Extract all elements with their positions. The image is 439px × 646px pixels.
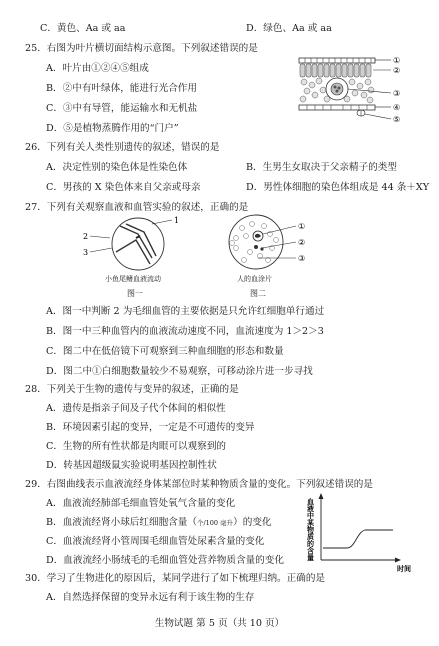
q25-stem: 25．右图为叶片横切面结构示意图。下列叙述错误的是 (25, 43, 258, 54)
leaf-label-1: ① (393, 56, 401, 65)
page-footer: 生物试题 第 5 页（共 10 页） (154, 618, 285, 629)
fig2-label-3: ③ (298, 254, 306, 263)
q26-option-a: A．决定性别的染色体是性染色体 (46, 162, 188, 173)
q25-option-b: B．②中有叶绿体，能进行光合作用 (46, 83, 197, 94)
q29-option-c: C．血液流经肾小管周围毛细血管处尿素含量的变化 (46, 536, 265, 547)
q25-option-a: A．叶片由①②④⑤组成 (46, 63, 149, 74)
q25-option-c: C．③中有导管，能运输水和无机盐 (46, 103, 198, 114)
fig1-title: 图一 (127, 289, 143, 298)
q27-option-d: D．图二中①白细胞数量较少不易观察，可移动涂片进一步寻找 (46, 366, 313, 377)
fig2-label-1: ① (298, 222, 306, 231)
fig1-caption: 小鱼尾鳍血液流动 (105, 275, 161, 283)
chart-xlabel: 时间 (397, 564, 411, 573)
leaf-label-2: ② (393, 66, 401, 75)
q24-option-d: D．绿色、Aa 或 aa (246, 23, 332, 34)
q26-stem: 26．下列有关人类性别遗传的叙述，错误的是 (25, 142, 220, 153)
fig2-label-2: ② (298, 238, 306, 247)
fig2-title: 图二 (250, 289, 266, 298)
q30-option-a: A．自然选择保留的变异永远有利于该生物的生存 (46, 592, 255, 603)
q27-option-c: C．图二中在低倍镜下可观察到三种血细胞的形态和数量 (46, 346, 284, 357)
leaf-label-3: ③ (393, 89, 401, 98)
q26-option-b: B．生男生女取决于父亲精子的类型 (246, 162, 397, 173)
q28-option-a: A．遗传是指亲子间及子代个体间的相似性 (46, 403, 226, 414)
q26-option-d: D．男性体细胞的染色体组成是 44 条＋XY (246, 182, 430, 193)
q29-stem: 29．右图曲线表示血液流经身体某部位时某种物质含量的变化。下列叙述错误的是 (25, 479, 373, 490)
fig2-caption: 人的血涂片 (237, 275, 272, 283)
fig1-label-1: 1 (174, 216, 180, 225)
leaf-cross-section-figure (297, 55, 409, 135)
substance-change-chart (305, 492, 433, 574)
q29-option-b (46, 518, 272, 528)
leaf-label-4: ④ (393, 103, 401, 112)
q29-option-b-unit: 个/100 毫升 (196, 519, 234, 527)
fig1-label-3: 3 (83, 248, 89, 257)
q24-option-c: C．黄色、Aa 或 aa (40, 23, 126, 34)
q27-stem: 27．下列有关观察血液和血管实验的叙述，正确的是 (25, 202, 249, 213)
q27-option-b: B．图一中三种血管内的血液流动速度不同，血流速度为 1＞2＞3 (46, 326, 324, 337)
fig1-label-2: 2 (83, 232, 89, 241)
q28-stem: 28．下列关于生物的遗传与变异的叙述，正确的是 (25, 384, 239, 395)
q29-option-b-text-1: B．血液流经肾小球后红细胞含量（ (46, 517, 197, 528)
q28-option-b: B．环境因素引起的变异，一定是不可遗传的变异 (46, 422, 255, 433)
q29-option-b-text-2: ）的变化 (233, 517, 272, 528)
leaf-label-5: ⑤ (393, 115, 401, 124)
q29-option-d: D．血液流经小肠绒毛的毛细血管处营养物质含量的变化 (46, 555, 284, 566)
blood-smear-figure (222, 212, 317, 276)
q30-stem: 30．学习了生物进化的原因后，某同学进行了如下梳理归纳。正确的是 (25, 573, 326, 584)
q26-option-c: C．男孩的 X 染色体来自父亲或母亲 (46, 182, 201, 193)
q28-option-c: C．生物的所有性状都是肉眼可以观察到的 (46, 441, 227, 452)
q27-option-a: A．图一中判断 2 为毛细血管的主要依据是只允许红细胞单行通过 (46, 306, 325, 317)
chart-ylabel: 血液中某物质的含量 (306, 498, 316, 561)
q28-option-d: D．转基因超级鼠实验说明基因控制性状 (46, 460, 217, 471)
q29-option-a: A．血液流经肺部毛细血管处氧气含量的变化 (46, 498, 236, 509)
q25-option-d: D．⑤是植物蒸腾作用的“门户” (46, 123, 179, 134)
